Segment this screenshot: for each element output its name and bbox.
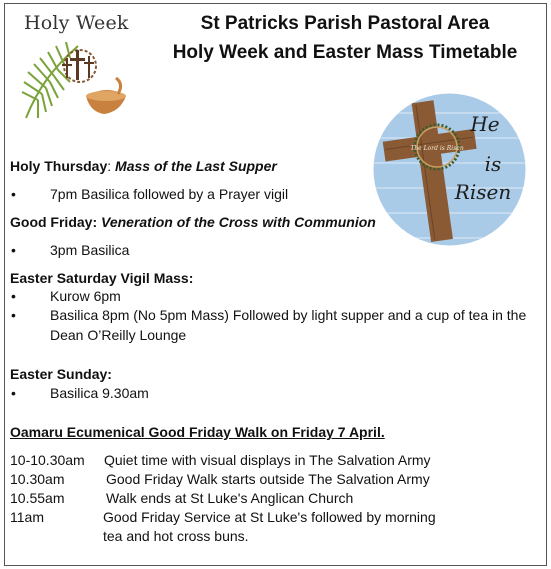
badge-he: He bbox=[470, 112, 500, 136]
bullet-icon: • bbox=[11, 186, 16, 202]
list-item: 7pm Basilica followed by a Prayer vigil bbox=[50, 186, 289, 202]
list-item: Basilica 9.30am bbox=[50, 385, 149, 401]
thursday-label: Holy Thursday bbox=[10, 158, 108, 174]
walk-time: 10-10.30am bbox=[10, 452, 85, 468]
sunday-heading: Easter Sunday: bbox=[10, 366, 112, 382]
list-item: Kurow 6pm bbox=[50, 288, 121, 304]
logo-text: Holy Week bbox=[24, 12, 129, 34]
he-is-risen-badge bbox=[373, 93, 526, 246]
bullet-icon: • bbox=[11, 385, 16, 401]
walk-desc-continuation: tea and hot cross buns. bbox=[103, 528, 249, 544]
walk-heading: Oamaru Ecumenical Good Friday Walk on Friday 7 April. bbox=[10, 424, 385, 440]
crown-text: The Lord is Risen bbox=[410, 145, 464, 152]
badge-risen: Risen bbox=[454, 180, 512, 204]
list-item-continuation: Dean O’Reilly Lounge bbox=[50, 327, 187, 343]
friday-label: Good Friday: bbox=[10, 214, 101, 230]
thursday-detail: Mass of the Last Supper bbox=[115, 158, 277, 174]
thursday-sep: : bbox=[107, 158, 116, 174]
bullet-icon: • bbox=[11, 288, 16, 304]
list-item: 3pm Basilica bbox=[50, 242, 130, 258]
bullet-icon: • bbox=[11, 307, 16, 323]
bullet-icon: • bbox=[11, 242, 16, 258]
parish-title: St Patricks Parish Pastoral Area bbox=[200, 13, 490, 34]
list-item: Basilica 8pm (No 5pm Mass) Followed by light supper and a cup of tea in the bbox=[50, 307, 527, 323]
page-title: Holy Week and Easter Mass Timetable bbox=[172, 42, 518, 63]
walk-desc: Good Friday Walk starts outside The Salvation Army bbox=[106, 471, 430, 487]
walk-time: 11am bbox=[10, 509, 44, 525]
badge-is: is bbox=[484, 152, 502, 176]
friday-heading bbox=[10, 214, 376, 231]
walk-desc: Good Friday Service at St Luke's followed by morning bbox=[103, 509, 436, 525]
thursday-heading bbox=[10, 158, 277, 175]
walk-desc: Quiet time with visual displays in The Salvation Army bbox=[104, 452, 431, 468]
walk-time: 10.55am bbox=[10, 490, 65, 506]
friday-detail: Veneration of the Cross with Communion bbox=[101, 214, 376, 230]
walk-desc: Walk ends at St Luke's Anglican Church bbox=[106, 490, 354, 506]
saturday-heading: Easter Saturday Vigil Mass: bbox=[10, 270, 194, 286]
walk-time: 10.30am bbox=[10, 471, 65, 487]
